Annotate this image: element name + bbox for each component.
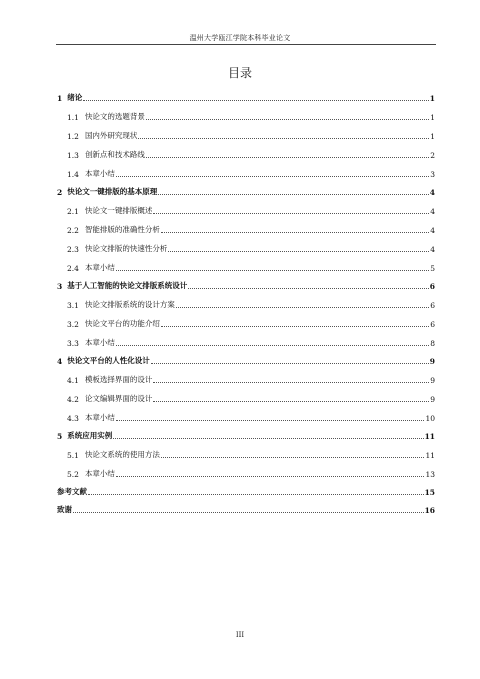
toc-entry-number: 1.2 [67,132,79,141]
toc-section-entry[interactable] [57,235,435,254]
toc-entry-number: 5.1 [67,451,79,460]
toc-section-entry[interactable] [57,385,435,404]
dot-leader [151,363,429,364]
dot-leader [83,100,429,101]
dot-leader [153,401,429,402]
toc-section-entry[interactable] [57,160,435,179]
toc-entry-page: 4 [430,245,435,254]
dot-leader [153,213,429,214]
toc-section-entry[interactable] [57,291,435,310]
toc-entry-label: 创新点和技术路线 [84,150,145,159]
toc-entry-page: 4 [430,207,435,216]
toc-entry-label: 快论文排版系统的设计方案 [84,300,175,309]
toc-entry-number: 1.3 [67,151,79,160]
toc-entry-label: 国内外研究现状 [84,131,138,140]
dot-leader [188,288,429,289]
header-divider [56,44,436,45]
toc-entry-number: 4.2 [67,395,79,404]
toc-entry-page: 9 [430,376,435,385]
toc-entry-number: 4 [57,357,63,366]
toc-entry-page: 5 [430,264,435,273]
toc-entry-number: 2 [57,188,63,197]
toc-chapter-entry[interactable] [57,479,435,497]
toc-entry-label: 快论文平台的人性化设计 [67,356,150,365]
toc-entry-label: 快论文排版的快速性分析 [84,244,168,253]
dot-leader [116,345,429,346]
toc-entry-label: 本章小结 [84,169,115,178]
toc-entry-page: 11 [424,432,435,441]
toc-chapter-entry[interactable] [57,273,435,291]
dot-leader [146,119,429,120]
toc-entry-number: 2.2 [67,226,79,235]
toc-entry-page: 1 [430,113,435,122]
dot-leader [161,326,429,327]
dot-leader [116,420,425,421]
toc-entry-number: 3 [57,282,63,291]
toc-entry-number: 4.3 [67,414,79,423]
toc-entry-number: 5 [57,432,63,441]
dot-leader [168,251,429,252]
toc-section-entry[interactable] [57,103,435,122]
toc-entry-page: 10 [425,414,435,423]
toc-entry-number: 3.2 [67,320,79,329]
toc-entry-number: 3.1 [67,301,79,310]
dot-leader [113,438,423,439]
dot-leader [73,512,424,513]
toc-section-entry[interactable] [57,141,435,160]
toc-entry-label: 本章小结 [84,263,115,272]
toc-entry-label: 绪论 [67,93,83,102]
toc-entry-label: 致谢 [57,505,72,514]
dot-leader [161,457,425,458]
dot-leader [146,157,429,158]
toc-entry-page: 9 [429,357,435,366]
toc-entry-number: 1.1 [67,113,79,122]
toc-entry-page: 2 [430,151,435,160]
dot-leader [176,307,429,308]
toc-entry-page: 4 [429,188,435,197]
toc-entry-page: 6 [430,301,435,310]
toc-entry-page: 1 [429,94,435,103]
toc-entry-page: 4 [430,226,435,235]
dot-leader [158,194,429,195]
toc-entry-page: 8 [430,339,435,348]
toc-entry-number: 2.4 [67,264,79,273]
toc-entry-label: 本章小结 [84,413,115,422]
toc-entry-label: 快论文一键排版概述 [84,206,153,215]
toc-section-entry[interactable] [57,310,435,329]
dot-leader [116,270,429,271]
toc-entry-label: 系统应用实例 [67,431,113,440]
toc-chapter-entry[interactable] [57,348,435,366]
toc-entry-number: 4.1 [67,376,79,385]
toc-section-entry[interactable] [57,216,435,235]
toc-entry-label: 论文编辑界面的设计 [84,394,153,403]
table-of-contents [57,85,435,515]
toc-entry-page: 3 [430,170,435,179]
dot-leader [153,382,429,383]
toc-entry-page: 15 [424,488,435,497]
toc-entry-page: 16 [424,506,435,515]
toc-entry-label: 本章小结 [84,338,115,347]
toc-entry-number: 1 [57,94,63,103]
dot-leader [116,476,425,477]
toc-entry-page: 6 [430,320,435,329]
dot-leader [138,138,429,139]
toc-entry-label: 快论文平台的功能介绍 [84,319,160,328]
toc-section-entry[interactable] [57,329,435,348]
toc-entry-page: 13 [425,470,435,479]
toc-entry-label: 快论文一键排版的基本原理 [67,187,158,196]
toc-section-entry[interactable] [57,366,435,385]
dot-leader [116,176,429,177]
toc-entry-page: 1 [430,132,435,141]
toc-entry-label: 快论文系统的使用方法 [84,450,160,459]
toc-entry-number: 3.3 [67,339,79,348]
toc-section-entry[interactable] [57,441,435,460]
toc-entry-label: 参考文献 [57,487,87,496]
toc-chapter-entry[interactable] [57,423,435,441]
toc-section-entry[interactable] [57,404,435,423]
page-number: III [235,631,245,639]
toc-entry-page: 11 [425,451,435,460]
toc-entry-page: 6 [429,282,435,291]
toc-entry-page: 9 [430,395,435,404]
toc-section-entry[interactable] [57,197,435,216]
toc-section-entry[interactable] [57,122,435,141]
toc-chapter-entry[interactable] [57,85,435,103]
toc-entry-number: 1.4 [67,170,79,179]
toc-entry-label: 模板选择界面的设计 [84,375,153,384]
toc-entry-label: 快论文的选题背景 [84,112,145,121]
toc-entry-number: 5.2 [67,470,79,479]
dot-leader [88,494,424,495]
toc-chapter-entry[interactable] [57,497,435,515]
running-header: 温州大学瓯江学院本科毕业论文 [189,34,291,42]
dot-leader [161,232,429,233]
toc-entry-label: 智能排版的准确性分析 [84,225,160,234]
toc-entry-label: 本章小结 [84,469,115,478]
toc-entry-label: 基于人工智能的快论文排版系统设计 [67,281,188,290]
toc-chapter-entry[interactable] [57,179,435,197]
toc-section-entry[interactable] [57,460,435,479]
toc-title: 目录 [227,66,252,80]
toc-section-entry[interactable] [57,254,435,273]
toc-entry-number: 2.3 [67,245,79,254]
toc-entry-number: 2.1 [67,207,79,216]
